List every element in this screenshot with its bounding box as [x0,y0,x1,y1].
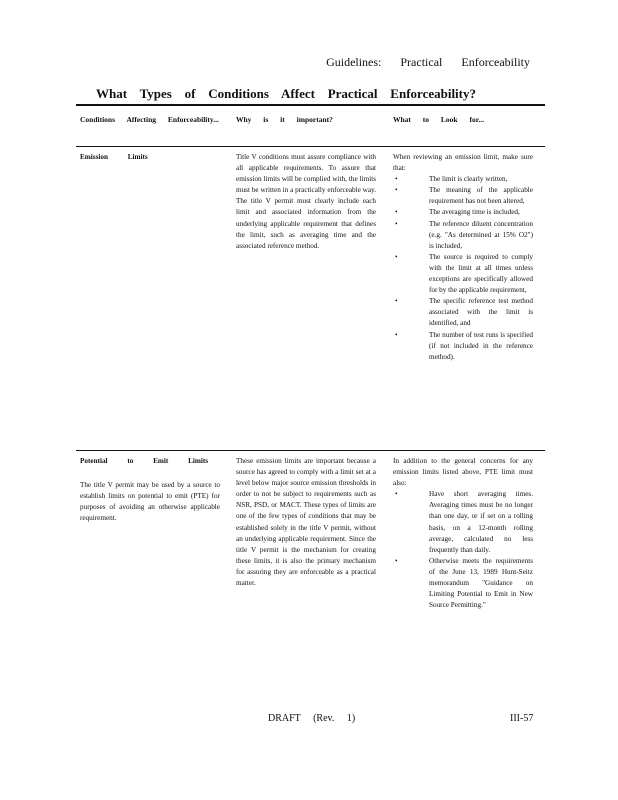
header-rule [76,146,545,147]
list-item: • The source is required to comply with the limit at all times unless exceptions are specifically allowed for by the applicable requirement, [393,252,533,296]
list-item: • The reference diluent concentration (e.g. "As determined at 15% O2") is included, [393,219,533,252]
look-for-list [393,174,533,363]
row-emission-limits-look-for [393,152,533,363]
column-header-look-for: What to Look for... [393,115,484,124]
row-emission-limits-label [80,152,220,163]
list-item: • The meaning of the applicable requirement has not been altered, [393,185,533,207]
row-rule [76,450,545,451]
row-label: Potential to Emit Limits [80,457,209,465]
look-for-intro: When reviewing an emission limit, make sure that: [393,153,533,173]
running-header: Guidelines: Practical Enforceability [326,55,530,69]
list-item: • The specific reference test method associated with the limit is identified, and [393,296,533,329]
look-for-intro: In addition to the general concerns for any emission limits listed above, PTE limit must also: [393,457,533,488]
why-text: These emission limits are important because a source has agreed to comply with a limit set at a level below major source emission thresholds in order to not be subject to requirements such as NSR, PSD, or MACT. These types of limits are one of the few types of conditions that may be established solely in the title V permit, without an underlying applicable requirement. Since the title V permit is the mechanism for creating these limits, it is also the primary mechanism for assuring they are enforceable as a practical matter. [236,457,376,588]
footer-draft: DRAFT (Rev. 1) [268,713,356,724]
footer-page-number: III-57 [510,713,534,724]
why-text: Title V conditions must assure compliance with all applicable requirements. To assure that emission limits will be complied with, the limits must be written in a practically enforceable way. The title V permit must clearly include each limit and associated information from the underlying applicable requirement that defines the limit, such as averaging time and the associated reference method. [236,153,376,250]
row-pte-limits-label [80,456,220,524]
look-for-list [393,489,533,611]
list-item: • The number of test runs is specified (if not included in the reference method). [393,330,533,363]
row-pte-limits-look-for [393,456,533,611]
row-emission-limits-why [236,152,376,252]
list-item: • Otherwise meets the requirements of the June 13, 1989 Hunt-Seitz memorandum "Guidance on Limiting Potential to Emit in New Source Permitting." [393,556,533,611]
list-item: • The averaging time is included, [393,207,533,218]
row-label: Emission Limits [80,153,148,161]
list-item: • The limit is clearly written, [393,174,533,185]
row-pte-limits-why [236,456,376,589]
column-header-why: Why is it important? [236,115,333,124]
list-item: • Have short averaging times. Averaging times must be no longer than one day, or if set on a rolling basis, on a 12-month rolling average, calculated no less frequently than daily. [393,489,533,556]
page-title: What Types of Conditions Affect Practical Enforceability? [96,86,476,101]
row-description: The title V permit may be used by a source to establish limits on potential to emit (PTE) for purposes of avoiding an otherwise applicable requirement. [80,481,220,523]
top-rule [76,104,545,106]
column-header-conditions: Conditions Affecting Enforceability... [80,115,219,124]
